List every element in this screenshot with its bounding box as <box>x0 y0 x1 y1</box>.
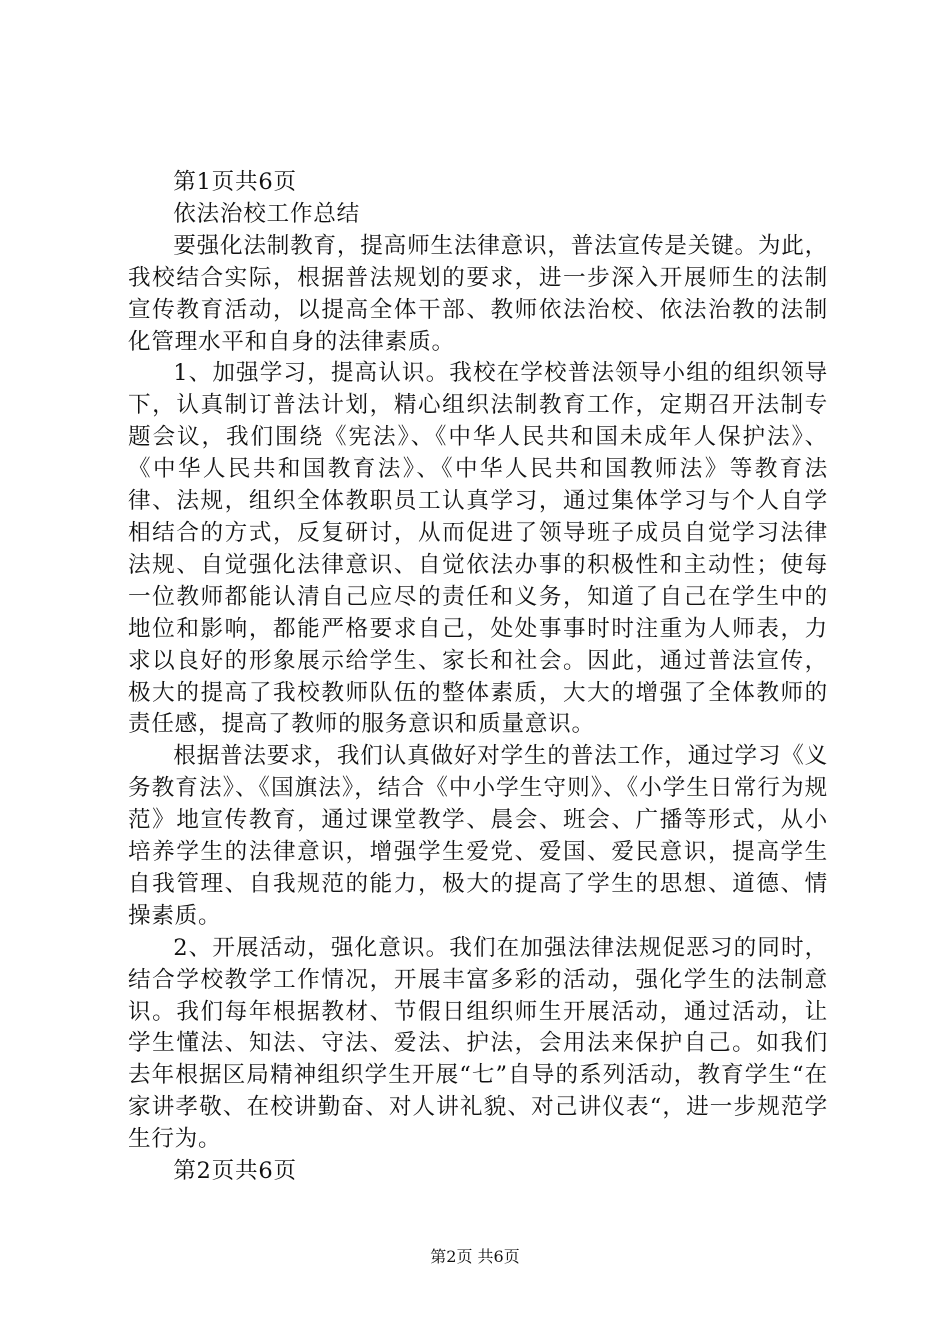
paragraph-student-education: 根据普法要求，我们认真做好对学生的普法工作，通过学习《义务教育法》、《国旗法》，结合《中小学生守则》、《小学生日常行为规范》地宣传教育，通过课堂教学、晨会、班会、广播等形式，从小培养学生的法律意识，增强学生爱党、爱国、爱民意识，提高学生自我管理、自我规范的能力，极大的提高了学生的思想、道德、情操素质。 <box>128 743 828 929</box>
document-title: 依法治校工作总结 <box>173 200 360 227</box>
paragraph-section-1: 1、加强学习，提高认识。我校在学校普法领导小组的组织领导下，认真制订普法计划，精心组织法制教育工作，定期召开法制专题会议，我们围绕《宪法》、《中华人民共和国未成年人保护法》、《中华人民共和国教育法》、《中华人民共和国教师法》等教育法律、法规，组织全体教职员工认真学习，通过集体学习与个人自学相结合的方式，反复研讨，从而促进了领导班子成员自觉学习法律法规、自觉强化法律意识、自觉依法办事的积极性和主动性；使每一位教师都能认清自己应尽的责任和义务，知道了自己在学生中的地位和影响，都能严格要求自己，处处事事时时注重为人师表，力求以良好的形象展示给学生、家长和社会。因此，通过普法宣传，极大的提高了我校教师队伍的整体素质，大大的增强了全体教师的责任感，提高了教师的服务意识和质量意识。 <box>128 360 828 738</box>
page-marker-bottom: 第2页共6页 <box>173 1158 297 1185</box>
page-footer: 第2页 共6页 <box>430 1247 520 1266</box>
paragraph-intro: 要强化法制教育，提高师生法律意识，普法宣传是关键。为此，我校结合实际，根据普法规划的要求，进一步深入开展师生的法制宣传教育活动，以提高全体干部、教师依法治校、依法治教的法制化管理水平和自身的法律素质。 <box>128 232 828 355</box>
document-body <box>128 167 828 1188</box>
paragraph-section-2: 2、开展活动，强化意识。我们在加强法律法规促恶习的同时，结合学校教学工作情况，开展丰富多彩的活动，强化学生的法制意识。我们每年根据教材、节假日组织师生开展活动，通过活动，让学生懂法、知法、守法、爱法、护法，会用法来保护自己。如我们去年根据区局精神组织学生开展“七”自导的系列活动，教育学生“在家讲孝敬、在校讲勤奋、对人讲礼貌、对己讲仪表“，进一步规范学生行为。 <box>128 934 828 1153</box>
page-marker-top: 第1页共6页 <box>173 169 297 195</box>
